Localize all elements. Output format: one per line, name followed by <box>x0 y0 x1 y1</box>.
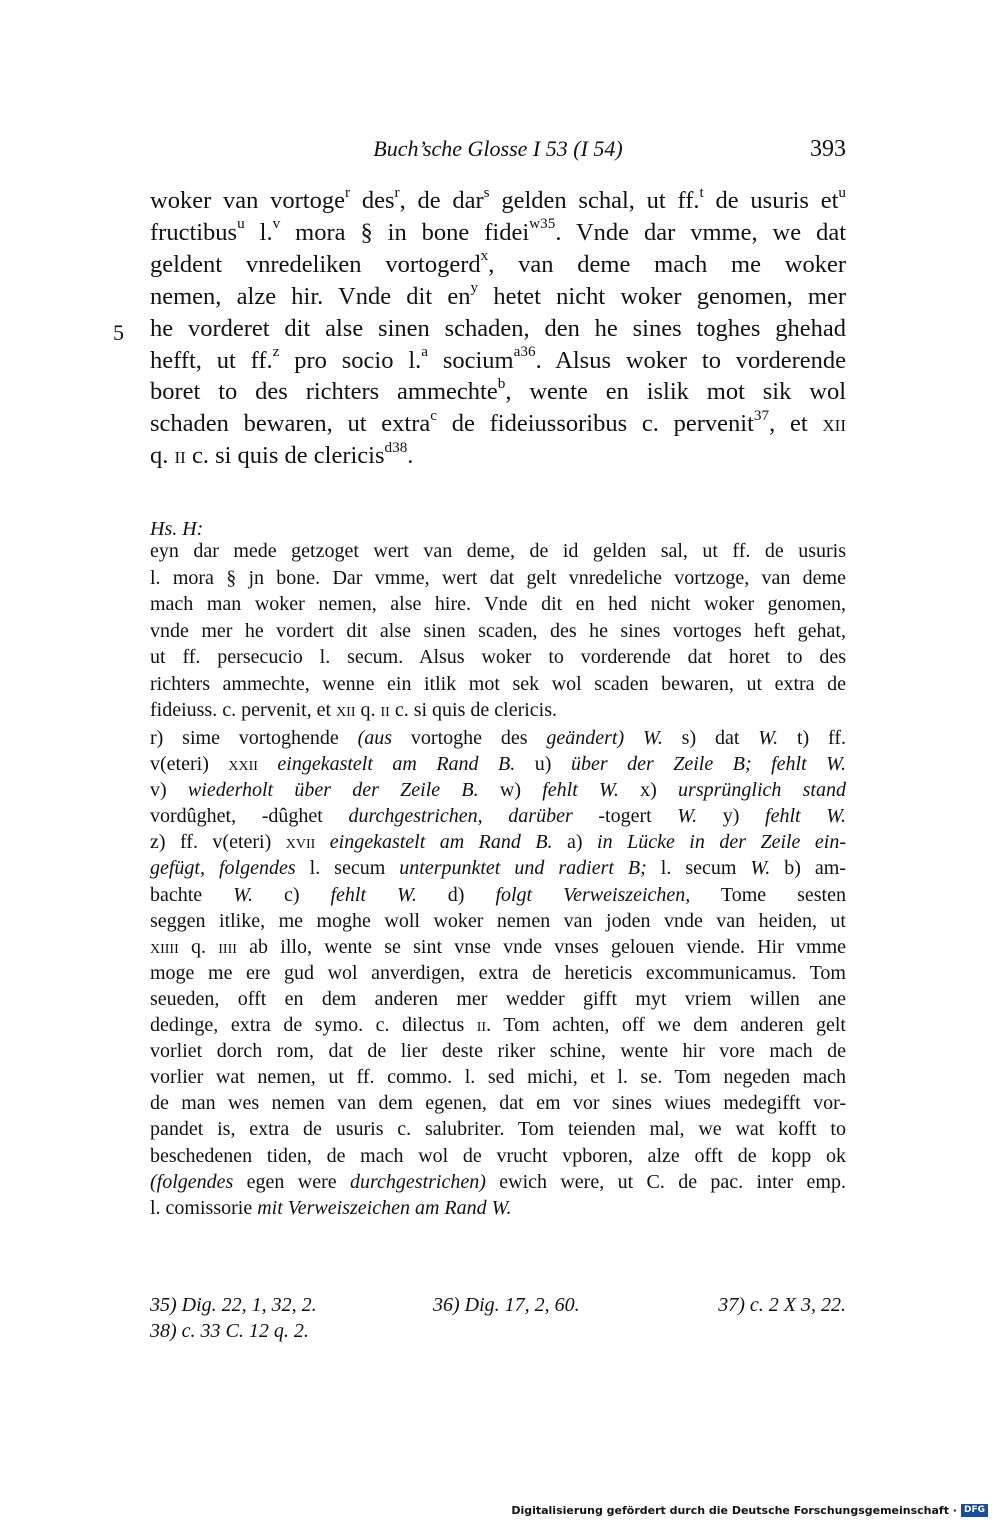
text-run: schaden bewaren, ut extra <box>150 410 431 438</box>
italic-run: W. <box>750 857 771 880</box>
italic-run: in Lücke in der Zeile ein- <box>597 831 846 854</box>
text-run: l. secum <box>295 857 400 880</box>
footnote-marker: x <box>480 247 489 265</box>
text-run: . <box>407 442 414 470</box>
apparatus-line <box>150 777 846 803</box>
italic-run: eingekastelt am Rand B. <box>277 753 516 776</box>
footnote-marker: w35 <box>529 215 556 233</box>
apparatus-line <box>150 986 846 1012</box>
italic-run: über der Zeile B; fehlt W. <box>570 753 846 776</box>
footnote-marker: t <box>699 183 704 201</box>
text-run: nemen, alze hir. Vnde dit en <box>150 282 471 310</box>
text-run: richters ammechte, wenne ein itlik mot sek wol scaden bewaren, ut extra de <box>150 672 846 695</box>
text-run: de usuris et <box>703 187 839 214</box>
text-run: r) sime vortoghende <box>150 727 358 749</box>
italic-run: fehlt W. <box>765 805 847 828</box>
text-run: fructibus <box>150 218 238 246</box>
text-run: y) <box>697 805 766 828</box>
footnote-marker: a36 <box>513 343 536 361</box>
credit-text: Digitalisierung gefördert durch die Deutsche Forschungsgemeinschaft · <box>511 1503 957 1517</box>
italic-run: ursprünglich stand <box>678 779 846 802</box>
text-run: de fideiussoribus c. pervenit <box>437 410 754 438</box>
text-run: w) <box>478 779 543 802</box>
running-title: Buch’sche Glosse I 53 (I 54) <box>373 136 623 161</box>
apparatus-line <box>150 1195 846 1221</box>
text-run: q. <box>178 935 219 958</box>
text-run: l. <box>244 218 273 246</box>
main-text-line <box>150 408 846 440</box>
manuscript-text-line <box>150 671 846 698</box>
roman-numeral: ii <box>174 442 186 470</box>
italic-run: geändert) W. <box>546 727 663 749</box>
text-run: Tome sesten <box>690 883 846 906</box>
text-run: egen were <box>233 1170 350 1193</box>
apparatus-line <box>150 934 846 960</box>
main-text-line <box>150 281 846 313</box>
manuscript-text-line <box>150 697 846 724</box>
text-run: b) am- <box>770 857 846 880</box>
italic-run: durchgestrichen) <box>350 1170 486 1193</box>
footnote-marker: b <box>497 375 506 393</box>
footnote-marker: a <box>421 343 428 361</box>
text-run: u) <box>515 753 571 776</box>
text-run: moge me ere gud wol anverdigen, extra de hereticis excommunicamus. Tom <box>150 961 846 984</box>
footnote-35: 35) Dig. 22, 1, 32, 2. <box>150 1294 317 1316</box>
footnotes <box>150 1292 846 1344</box>
main-text-line <box>150 249 846 281</box>
main-text-line <box>150 345 846 377</box>
roman-numeral: ii <box>476 1014 487 1037</box>
apparatus-line <box>150 1090 846 1116</box>
text-run: , et <box>769 410 823 438</box>
italic-run: (aus <box>357 727 393 749</box>
text-run: vorlier wat nemen, ut ff. commo. l. sed michi, et l. se. Tom negeden mach <box>150 1066 846 1089</box>
text-run: bachte <box>150 883 234 906</box>
text-run: hetet nicht woker genomen, mer <box>478 282 846 310</box>
italic-run: folgt Verweiszeichen, <box>495 883 691 906</box>
text-run: , van deme mach me woker <box>488 250 846 278</box>
dfg-logo: DFG <box>961 1504 988 1517</box>
text-run: l. mora § jn bone. Dar vmme, wert dat gelt vnredeliche vortzoge, van deme <box>150 566 846 589</box>
text-run: mach man woker nemen, alse hire. Vnde dit en hed nicht woker genomen, <box>150 593 846 615</box>
page-number: 393 <box>810 136 846 162</box>
text-run: hefft, ut ff. <box>150 346 273 374</box>
footnote-marker: r <box>345 183 351 201</box>
footnote-marker: 37 <box>753 406 770 424</box>
apparatus-line <box>150 751 846 777</box>
manuscript-text-line <box>150 618 846 645</box>
apparatus-line <box>150 1169 846 1195</box>
footnote-marker: y <box>470 279 479 297</box>
footnote-row <box>150 1292 846 1318</box>
text-run: d) <box>416 883 496 906</box>
footnote-38: 38) c. 33 C. 12 q. 2. <box>150 1320 309 1342</box>
apparatus-line <box>150 725 846 751</box>
text-run: des <box>350 187 395 214</box>
text-run: v) <box>150 779 188 802</box>
apparatus-line <box>150 1143 846 1169</box>
apparatus-line <box>150 882 846 908</box>
roman-numeral: xxii <box>228 753 258 776</box>
main-text-line <box>150 313 846 345</box>
text-run: , wente en islik mot sik wol <box>505 378 846 406</box>
apparatus-line <box>150 803 846 829</box>
italic-run: mit Verweiszeichen am Rand W. <box>257 1196 512 1219</box>
italic-run: W. <box>233 883 253 906</box>
text-run: c. si quis de clericis. <box>389 699 558 721</box>
text-run: vordûghet, -dûghet <box>150 805 349 828</box>
roman-numeral: iiii <box>218 935 237 958</box>
text-run: beschedenen tiden, de mach wol de vrucht vpboren, alze offt de kopp ok <box>150 1144 846 1167</box>
text-run: seueden, offt en dem anderen mer wedder gifft myt vriem willen ane <box>150 987 846 1010</box>
text-run: q. <box>150 442 175 470</box>
text-run: geldent vnredeliken vortogerd <box>150 250 481 278</box>
text-run: de man wes nemen van dem egenen, dat em vor sines wiues medegifft vor- <box>150 1092 846 1115</box>
main-text-line <box>150 217 846 249</box>
text-run: s) dat <box>662 727 759 749</box>
italic-run: W. <box>758 727 779 749</box>
text-run: c) <box>253 883 331 906</box>
italic-run: fehlt W. <box>542 779 619 802</box>
footnote-marker: u <box>237 215 245 233</box>
manuscript-text-line <box>150 538 846 565</box>
roman-numeral: xii <box>336 699 356 721</box>
manuscript-text-line <box>150 565 846 592</box>
text-run: boret to des richters ammechte <box>150 378 498 406</box>
text-run: ut ff. persecucio l. secum. Alsus woker to vorderende dat horet to des <box>150 646 846 668</box>
footnote-marker: v <box>272 215 281 233</box>
text-run: he vorderet dit alse sinen schaden, den he sines toghes ghehad <box>150 314 846 342</box>
italic-run: gefügt, folgendes <box>150 857 296 880</box>
apparatus-line <box>150 908 846 934</box>
roman-numeral: xvii <box>285 831 316 854</box>
text-run: a) <box>552 831 598 854</box>
roman-numeral: ii <box>380 699 390 721</box>
text-run: vorliet dorch rom, dat de lier deste riker schine, wente hir vore mach de <box>150 1040 846 1063</box>
funding-credit <box>511 1504 988 1518</box>
roman-numeral: xiiii <box>150 935 179 958</box>
text-run: woker van vortoge <box>150 187 345 214</box>
text-run: mora § in bone fidei <box>280 218 530 246</box>
apparatus-line <box>150 1012 846 1038</box>
footnote-marker: z <box>272 343 280 361</box>
text-run: pandet is, extra de usuris c. salubriter. Tom teienden mal, we wat kofft to <box>150 1118 846 1141</box>
footnote-row <box>150 1318 846 1344</box>
apparatus-line <box>150 1116 846 1142</box>
text-run: dedinge, extra de symo. c. dilectus <box>150 1014 477 1037</box>
text-run: q. <box>355 699 381 721</box>
text-run: v(eteri) <box>150 753 229 776</box>
apparatus-line <box>150 960 846 986</box>
text-run: vnde mer he vordert dit alse sinen scaden, des he sines vortoges heft gehat, <box>150 619 846 642</box>
italic-run: (folgendes <box>150 1170 234 1193</box>
italic-run: W. <box>677 805 698 828</box>
text-run: eyn dar mede getzoget wert van deme, de id gelden sal, ut ff. de usuris <box>150 540 846 562</box>
running-head <box>150 133 846 165</box>
italic-run: wiederholt über der Zeile B. <box>187 779 479 802</box>
gloss-main-text <box>150 185 846 472</box>
apparatus-line <box>150 855 846 881</box>
footnote-36: 36) Dig. 17, 2, 60. <box>433 1294 580 1316</box>
apparatus-line <box>150 829 846 855</box>
manuscript-variant-text <box>150 538 846 724</box>
italic-run: fehlt W. <box>330 883 417 906</box>
text-run: ewich were, ut C. de pac. inter emp. <box>485 1170 846 1193</box>
footnote-marker: d38 <box>384 438 408 456</box>
text-run: l. comissorie <box>150 1196 258 1219</box>
text-run: . Tom achten, off we dem anderen gelt <box>486 1014 846 1037</box>
text-run: t) ff. <box>778 727 846 749</box>
text-run: seggen itlike, me moghe woll woker nemen van joden vnde van heiden, ut <box>150 909 846 932</box>
text-run: , de dar <box>399 187 484 214</box>
main-text-line <box>150 376 846 408</box>
text-run: gelden schal, ut ff. <box>489 187 700 214</box>
main-text-line <box>150 185 846 217</box>
text-run: c. si quis de clericis <box>185 442 385 470</box>
manuscript-text-line <box>150 591 846 618</box>
italic-run: durchgestrichen, darüber <box>348 805 573 828</box>
footnote-marker: c <box>430 406 438 424</box>
apparatus-line <box>150 1064 846 1090</box>
text-run: z) ff. v(eteri) <box>150 831 286 854</box>
manuscript-text-line <box>150 644 846 671</box>
text-run <box>258 753 278 775</box>
italic-run: eingekastelt am Rand B. <box>329 831 553 854</box>
text-run: vortoghe des <box>392 727 547 749</box>
text-run: . Alsus woker to vorderende <box>535 346 846 374</box>
footnote-37: 37) c. 2 X 3, 22. <box>718 1294 846 1316</box>
text-run: x) <box>618 779 679 802</box>
apparatus-line <box>150 1038 846 1064</box>
footnote-marker: s <box>483 183 490 201</box>
text-run: fideiuss. c. pervenit, et <box>150 699 337 721</box>
text-run: -togert <box>572 805 678 828</box>
line-number-marker: 5 <box>113 320 124 345</box>
text-run: pro socio l. <box>279 346 422 374</box>
text-run: ab illo, wente se sint vnse vnde vnses gelouen viende. Hir vmme <box>236 935 847 958</box>
text-run <box>315 831 329 853</box>
text-run: socium <box>428 346 514 374</box>
text-run: . Vnde dar vmme, we dat <box>555 218 847 246</box>
text-run: l. secum <box>646 857 751 880</box>
footnote-marker: u <box>838 183 846 201</box>
italic-run: unterpunktet und radiert B; <box>399 857 647 880</box>
manuscript-label: Hs. H: <box>150 518 204 540</box>
main-text-line <box>150 440 846 472</box>
footnote-marker: r <box>394 183 400 201</box>
critical-apparatus <box>150 725 846 1221</box>
roman-numeral: xii <box>822 410 846 438</box>
